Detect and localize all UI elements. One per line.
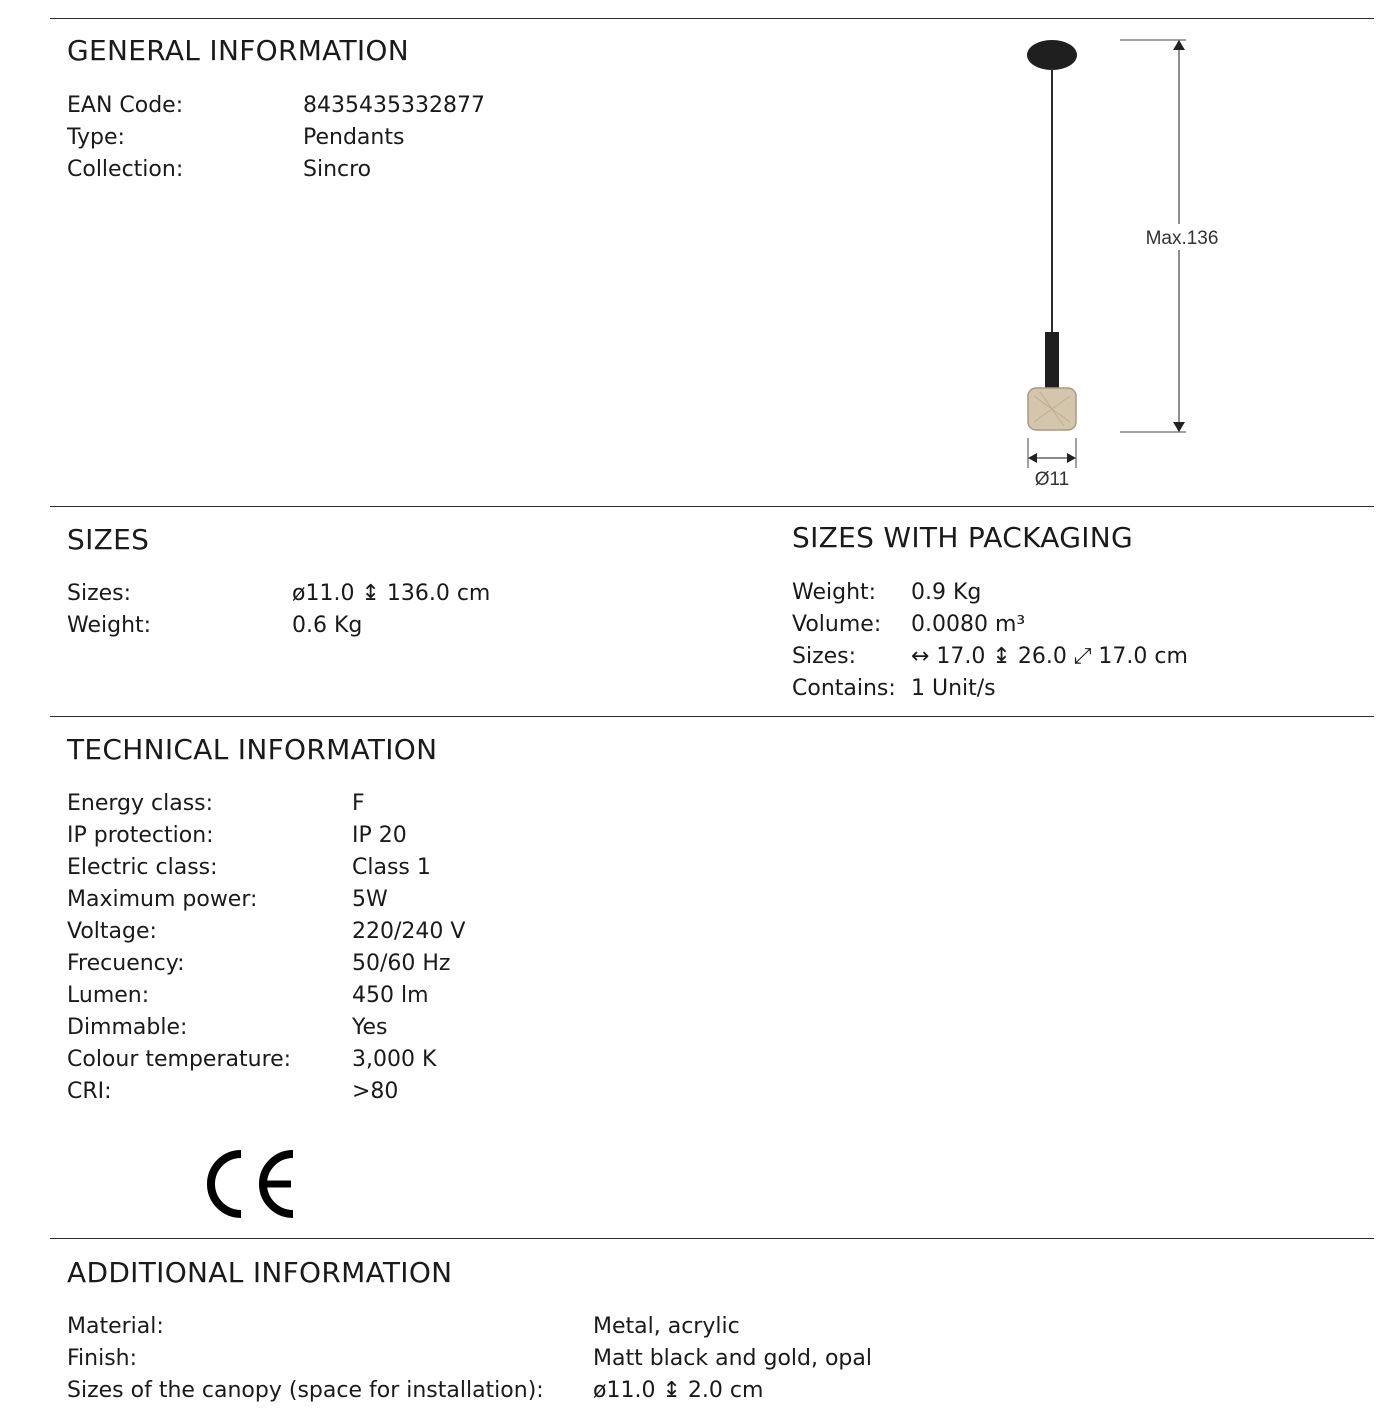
sizes-row — [67, 578, 667, 610]
dimmable-row — [67, 1012, 667, 1044]
type-row — [67, 122, 567, 154]
packaging-weight-value: 0.9 Kg — [911, 580, 982, 605]
energy-class-value: F — [352, 791, 365, 816]
finish-value: Matt black and gold, opal — [593, 1346, 872, 1371]
packaging-weight-row — [792, 577, 1352, 609]
colour-temperature-row — [67, 1044, 667, 1076]
packaging-heading: SIZES WITH PACKAGING — [792, 521, 1134, 554]
canopy-sizes-value: ø11.0 ↨ 2.0 cm — [593, 1378, 764, 1403]
material-value: Metal, acrylic — [593, 1314, 740, 1339]
finish-label: Finish: — [67, 1346, 138, 1371]
ip-protection-label: IP protection: — [67, 823, 214, 848]
sizes-label: Sizes: — [67, 581, 132, 606]
packaging-weight-label: Weight: — [792, 580, 877, 605]
frequency-value: 50/60 Hz — [352, 951, 451, 976]
lumen-label: Lumen: — [67, 983, 150, 1008]
diameter-dimension-label: Ø11 — [1034, 469, 1070, 490]
colour-temperature-value: 3,000 K — [352, 1047, 437, 1072]
packaging-contains-value: 1 Unit/s — [911, 676, 996, 701]
height-arrow-top — [1173, 40, 1185, 50]
energy-class-row — [67, 788, 667, 820]
ean-code-label: EAN Code: — [67, 93, 184, 118]
electric-class-value: Class 1 — [352, 855, 431, 880]
weight-row — [67, 610, 667, 642]
ce-mark-icon — [205, 1148, 300, 1220]
material-label: Material: — [67, 1314, 164, 1339]
material-row — [67, 1311, 967, 1343]
canopy-sizes-label: Sizes of the canopy (space for installation): — [67, 1378, 544, 1403]
electric-class-row — [67, 852, 667, 884]
collection-row — [67, 154, 567, 186]
dimmable-label: Dimmable: — [67, 1015, 188, 1040]
additional-information-heading: ADDITIONAL INFORMATION — [67, 1256, 453, 1289]
general-information-heading: GENERAL INFORMATION — [67, 34, 409, 67]
maximum-power-value: 5W — [352, 887, 388, 912]
top-divider — [50, 18, 1374, 19]
weight-label: Weight: — [67, 613, 152, 638]
ip-protection-row — [67, 820, 667, 852]
electric-class-label: Electric class: — [67, 855, 218, 880]
lumen-row — [67, 980, 667, 1012]
packaging-volume-value: 0.0080 m³ — [911, 612, 1026, 637]
packaging-sizes-label: Sizes: — [792, 644, 857, 669]
packaging-sizes-value: ↔ 17.0 ↨ 26.0 ⤢ 17.0 cm — [911, 644, 1188, 669]
sizes-heading: SIZES — [67, 523, 150, 556]
diameter-arrow-left — [1028, 453, 1037, 463]
type-value: Pendants — [303, 125, 405, 150]
packaging-contains-row — [792, 673, 1352, 705]
canopy-shape — [1027, 40, 1077, 70]
cri-value: >80 — [352, 1079, 399, 1104]
collection-value: Sincro — [303, 157, 372, 182]
cri-label: CRI: — [67, 1079, 112, 1104]
height-dimension-label: Max.136 — [1145, 228, 1219, 249]
voltage-label: Voltage: — [67, 919, 157, 944]
dimmable-value: Yes — [352, 1015, 388, 1040]
height-arrow-bottom — [1173, 422, 1185, 432]
maximum-power-label: Maximum power: — [67, 887, 258, 912]
energy-class-label: Energy class: — [67, 791, 214, 816]
ean-code-row — [67, 90, 567, 122]
packaging-sizes-row — [792, 641, 1352, 673]
technical-information-heading: TECHNICAL INFORMATION — [67, 733, 438, 766]
collection-label: Collection: — [67, 157, 184, 182]
voltage-value: 220/240 V — [352, 919, 466, 944]
lamp-holder — [1045, 332, 1059, 390]
maximum-power-row — [67, 884, 667, 916]
diameter-arrow-right — [1067, 453, 1076, 463]
colour-temperature-label: Colour temperature: — [67, 1047, 292, 1072]
finish-row — [67, 1343, 967, 1375]
cri-row — [67, 1076, 667, 1108]
packaging-volume-label: Volume: — [792, 612, 882, 637]
sizes-divider — [50, 506, 1374, 507]
packaging-volume-row — [792, 609, 1352, 641]
lumen-value: 450 lm — [352, 983, 429, 1008]
additional-divider — [50, 1238, 1374, 1239]
type-label: Type: — [67, 125, 125, 150]
ip-protection-value: IP 20 — [352, 823, 407, 848]
technical-divider — [50, 716, 1374, 717]
canopy-sizes-row — [67, 1375, 967, 1407]
voltage-row — [67, 916, 667, 948]
frequency-row — [67, 948, 667, 980]
weight-value: 0.6 Kg — [292, 613, 363, 638]
frequency-label: Frecuency: — [67, 951, 185, 976]
sizes-value: ø11.0 ↨ 136.0 cm — [292, 581, 491, 606]
product-dimension-drawing — [990, 30, 1250, 500]
packaging-contains-label: Contains: — [792, 676, 896, 701]
ean-code-value: 8435435332877 — [303, 93, 485, 118]
